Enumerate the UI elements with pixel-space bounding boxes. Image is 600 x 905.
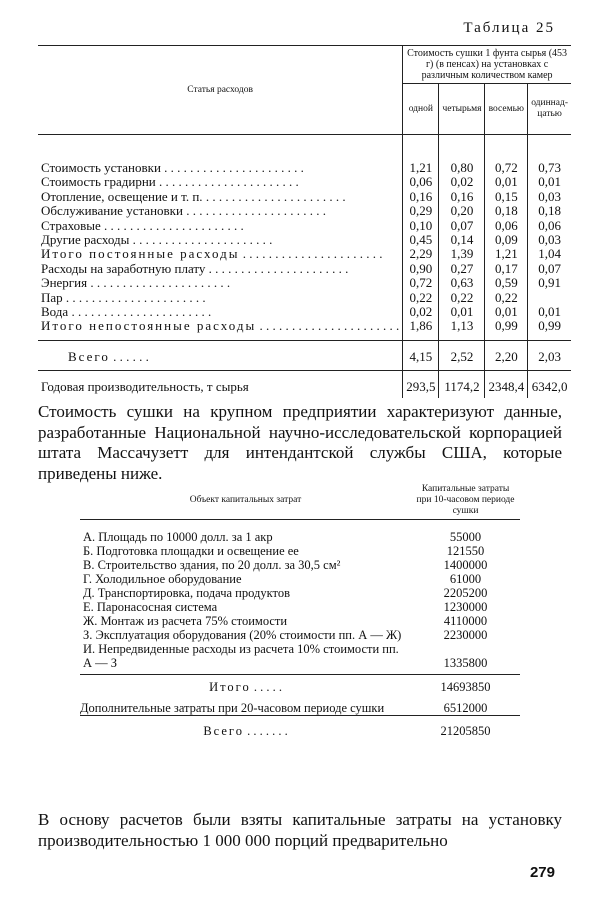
column-header: одной xyxy=(403,84,439,135)
cell-value: 0,16 xyxy=(403,190,439,204)
cell-value: 0,18 xyxy=(485,204,528,218)
cell-value: 0,72 xyxy=(403,276,439,290)
cell-value xyxy=(528,291,571,305)
table-row xyxy=(38,135,571,176)
grand-total-label: Всего xyxy=(203,724,244,738)
object-label: Ж. Монтаж из расчета 75% стоимости xyxy=(83,614,288,628)
cell-value: 0,80 xyxy=(439,135,485,176)
cell-value: 0,99 xyxy=(485,319,528,340)
table-row xyxy=(38,305,571,319)
cell-value: 0,99 xyxy=(528,319,571,340)
object-value: 1230000 xyxy=(443,600,488,614)
list-item xyxy=(80,520,520,545)
row-label xyxy=(38,319,403,340)
cell-value: 0,10 xyxy=(403,219,439,233)
cell-value: 0,14 xyxy=(439,233,485,247)
cell-value: 0,03 xyxy=(528,190,571,204)
value-column-header: Капитальные затраты при 10-часовом периоде сушки xyxy=(411,482,520,520)
object-label: И. Непредвиденные расходы из расчета 10% стоимости пп. А — З xyxy=(83,642,399,670)
column-header: четырьмя xyxy=(439,84,485,135)
page-number: 279 xyxy=(529,864,555,881)
object-label: А. Площадь по 10000 долл. за 1 акр xyxy=(83,530,273,544)
cell-value: 1,21 xyxy=(485,247,528,261)
row-label-text: Обслуживание установки xyxy=(41,204,183,219)
cell-value: 0,18 xyxy=(528,204,571,218)
table-caption: Таблица 25 xyxy=(463,20,555,36)
table-row xyxy=(38,262,571,276)
list-item xyxy=(80,544,520,558)
row-label xyxy=(38,276,403,290)
object-value: 1400000 xyxy=(443,558,488,572)
extra-label: Дополнительные затраты при 20-часовом периоде сушки xyxy=(80,701,385,715)
row-label xyxy=(38,204,403,218)
list-item xyxy=(80,600,520,614)
cell-value: 6342,0 xyxy=(528,371,571,398)
cell-value: 0,22 xyxy=(439,291,485,305)
total-row: Всего . . . . . . 4,15 2,52 2,20 2,03 xyxy=(38,340,571,370)
cell-value: 0,01 xyxy=(528,305,571,319)
cell-value: 0,09 xyxy=(485,233,528,247)
row-label-text: Пар xyxy=(41,290,63,305)
grand-total-row: Всего . . . . . . . 21205850 xyxy=(80,716,520,739)
list-item xyxy=(80,642,520,675)
object-label: В. Строительство здания, по 20 долл. за 30,5 см² xyxy=(83,558,341,572)
item-column-header: Статья расходов xyxy=(38,46,403,135)
extra-row xyxy=(80,701,520,716)
table-row xyxy=(38,291,571,305)
object-value: 1335800 xyxy=(443,656,488,670)
row-label xyxy=(38,247,403,261)
row-label-text: Другие расходы xyxy=(41,233,130,248)
paragraph-basis: В основу расчетов были взяты капитальные затраты на установку производительностью 1 000 000 порций предварительно xyxy=(38,810,562,850)
object-label: Г. Холодильное оборудование xyxy=(83,572,242,586)
row-label-text: Стоимость градирни xyxy=(41,175,156,190)
object-label: Б. Подготовка площадки и освещение ее xyxy=(83,544,299,558)
table-row xyxy=(38,219,571,233)
table-row xyxy=(38,247,571,261)
cell-value: 2,03 xyxy=(528,340,571,370)
cell-value: 0,01 xyxy=(485,305,528,319)
subtotal-label: Итого xyxy=(209,680,251,694)
row-label xyxy=(38,190,403,204)
object-label: Е. Паронасосная система xyxy=(83,600,218,614)
row-label-text: Страховые xyxy=(41,218,101,233)
cell-value: 0,90 xyxy=(403,262,439,276)
row-label-text: Стоимость установки xyxy=(41,160,161,175)
cell-value: 0,29 xyxy=(403,204,439,218)
paragraph-intro: Стоимость сушки на крупном предприятии характеризуют данные, разработанные Национальной научно-исследовательской корпорацией штата Массачузетт для интендантской службы США, которые приведены ниже. xyxy=(38,402,562,483)
cell-value: 0,06 xyxy=(485,219,528,233)
cell-value: 0,07 xyxy=(528,262,571,276)
table-row xyxy=(38,233,571,247)
cell-value: 0,15 xyxy=(485,190,528,204)
capital-cost-table xyxy=(80,482,520,738)
table-row xyxy=(38,276,571,290)
object-value: 4110000 xyxy=(443,614,488,628)
cell-value: 2,20 xyxy=(485,340,528,370)
cell-value: 1,13 xyxy=(439,319,485,340)
cell-value: 0,17 xyxy=(485,262,528,276)
productivity-row xyxy=(38,371,571,398)
cell-value: 0,22 xyxy=(485,291,528,305)
cell-value: 0,63 xyxy=(439,276,485,290)
cell-value: 293,5 xyxy=(403,371,439,398)
column-header: восемью xyxy=(485,84,528,135)
extra-value: 6512000 xyxy=(443,701,488,715)
cell-value: 0,22 xyxy=(403,291,439,305)
cell-value: 0,16 xyxy=(439,190,485,204)
cell-value: 0,02 xyxy=(439,175,485,189)
row-label xyxy=(38,219,403,233)
cell-value: 0,20 xyxy=(439,204,485,218)
row-label-text: Итого постоянные расходы xyxy=(41,247,240,262)
table-row xyxy=(38,319,571,340)
column-header: одиннад-цатью xyxy=(528,84,571,135)
object-column-header: Объект капитальных затрат xyxy=(80,482,411,520)
row-label-text: Итого непостоянные расходы xyxy=(41,319,257,334)
cell-value: 1,21 xyxy=(403,135,439,176)
row-label-text: Отопление, освещение и т. п. xyxy=(41,189,203,204)
row-label xyxy=(38,262,403,276)
list-item xyxy=(80,572,520,586)
table-row xyxy=(38,175,571,189)
row-label xyxy=(38,233,403,247)
row-label xyxy=(38,135,403,176)
object-value: 121550 xyxy=(446,544,485,558)
cell-value: 0,03 xyxy=(528,233,571,247)
object-label: Д. Транспортировка, подача продуктов xyxy=(83,586,290,600)
row-label-text: Вода xyxy=(41,305,69,320)
cell-value: 0,06 xyxy=(528,219,571,233)
drying-cost-table xyxy=(38,45,571,398)
cell-value: 0,01 xyxy=(439,305,485,319)
cell-value: 1,04 xyxy=(528,247,571,261)
row-label xyxy=(38,305,403,319)
row-label-text: Расходы на заработную плату xyxy=(41,261,206,276)
list-item xyxy=(80,628,520,642)
table-row xyxy=(38,204,571,218)
cell-value: 0,72 xyxy=(485,135,528,176)
list-item xyxy=(80,558,520,572)
subtotal-value: 14693850 xyxy=(411,675,520,702)
cell-value: 1174,2 xyxy=(439,371,485,398)
cell-value: 2348,4 xyxy=(485,371,528,398)
list-item xyxy=(80,586,520,600)
cell-value: 0,59 xyxy=(485,276,528,290)
cell-value: 0,45 xyxy=(403,233,439,247)
total-label: Всего xyxy=(68,348,110,364)
table-row xyxy=(38,190,571,204)
cell-value: 1,86 xyxy=(403,319,439,340)
cell-value: 2,29 xyxy=(403,247,439,261)
object-label: З. Эксплуатация оборудования (20% стоимости пп. А — Ж) xyxy=(83,628,402,642)
cell-value: 0,02 xyxy=(403,305,439,319)
object-value: 55000 xyxy=(449,530,482,544)
row-label xyxy=(38,291,403,305)
cell-value: 2,52 xyxy=(439,340,485,370)
cell-value: 0,07 xyxy=(439,219,485,233)
row-label xyxy=(38,175,403,189)
cell-value: 0,06 xyxy=(403,175,439,189)
object-value: 61000 xyxy=(449,572,482,586)
cell-value: 0,73 xyxy=(528,135,571,176)
productivity-label: Годовая производительность, т сырья xyxy=(41,379,249,395)
group-header: Стоимость сушки 1 фунта сырья (453 г) (в пенсах) на установках с различным количеством камер xyxy=(403,46,571,84)
list-item xyxy=(80,614,520,628)
cell-value: 0,01 xyxy=(485,175,528,189)
cell-value: 0,01 xyxy=(528,175,571,189)
object-value: 2205200 xyxy=(443,586,488,600)
cell-value: 1,39 xyxy=(439,247,485,261)
grand-total-value: 21205850 xyxy=(411,716,520,739)
row-label-text: Энергия xyxy=(41,276,88,291)
cell-value: 4,15 xyxy=(403,340,439,370)
cell-value: 0,27 xyxy=(439,262,485,276)
object-value: 2230000 xyxy=(443,628,488,642)
cell-value: 0,91 xyxy=(528,276,571,290)
subtotal-row: Итого . . . . . 14693850 xyxy=(80,675,520,702)
